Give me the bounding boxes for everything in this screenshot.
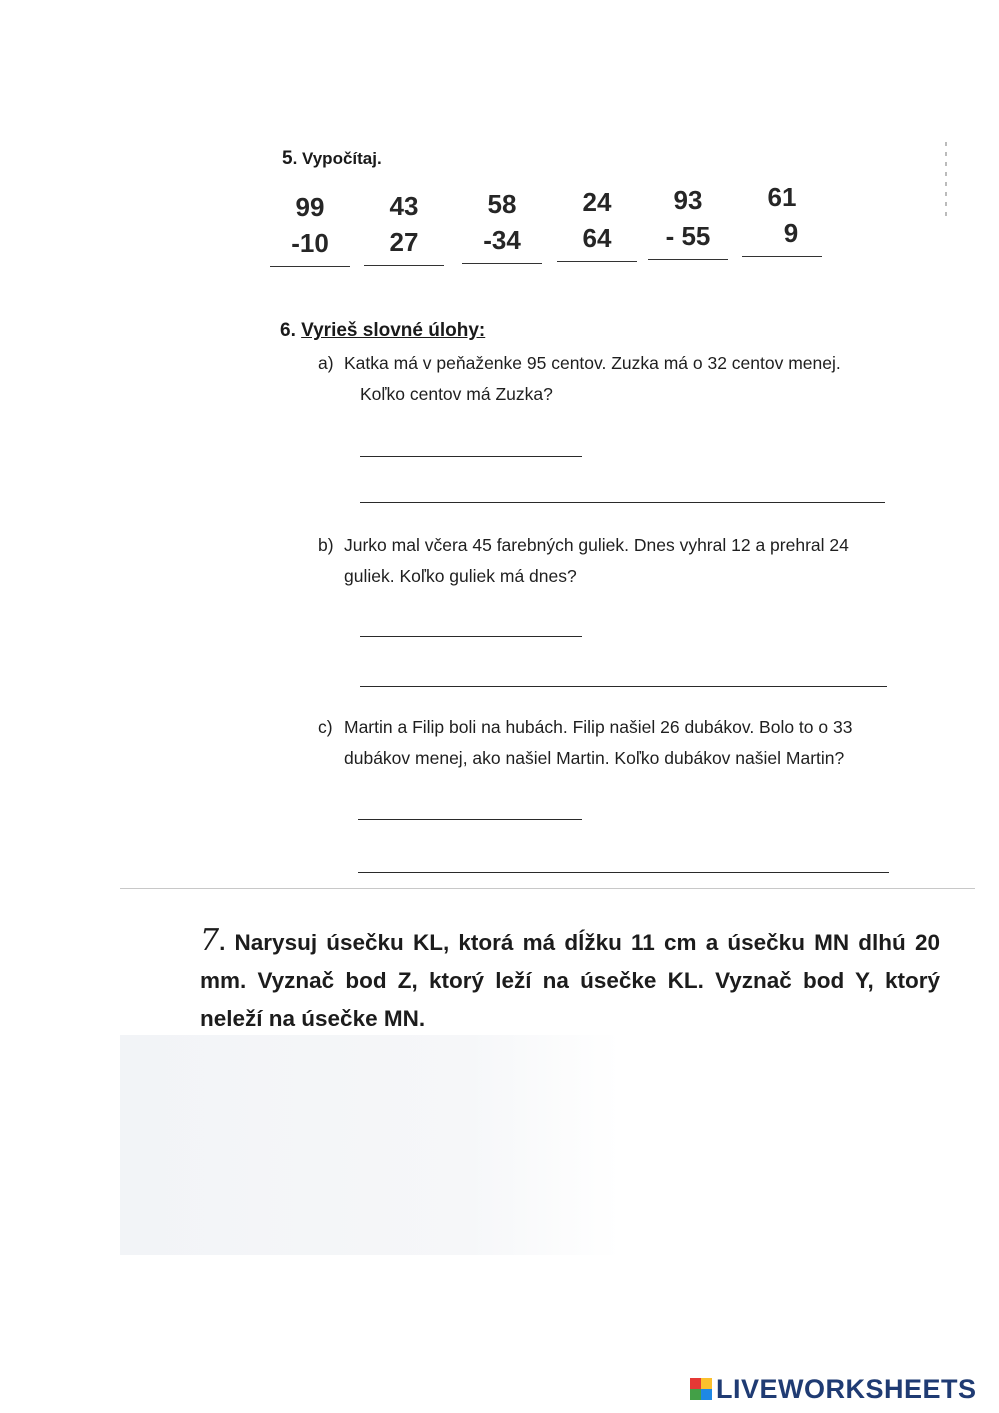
task-letter: b) <box>318 535 334 555</box>
task-text-line-2: dubákov menej, ako našiel Martin. Koľko dubákov našiel Martin? <box>344 748 845 768</box>
subtraction-problem-4 <box>557 187 637 262</box>
subtraction-problem-2 <box>364 191 444 266</box>
problem-subtrahend: 27 <box>389 227 419 257</box>
problem-subtrahend: 9 <box>783 218 799 248</box>
exercise-6-number: 6. <box>280 320 296 341</box>
problem-answer-line[interactable] <box>364 265 444 266</box>
problem-minuend: 43 <box>389 191 419 221</box>
task-letter: a) <box>318 353 334 373</box>
exercise-5-heading: . Vypočítaj. <box>292 149 382 168</box>
task-text-line-1: Jurko mal včera 45 farebných guliek. Dnes vyhral 12 a prehral 24 <box>344 535 849 555</box>
word-problem-b <box>318 530 898 592</box>
answer-line-long-c[interactable] <box>358 872 889 873</box>
problem-answer-line[interactable] <box>557 261 637 262</box>
problem-subtrahend: -34 <box>483 225 521 255</box>
answer-line-short-c[interactable] <box>358 819 582 820</box>
problem-minuend: 61 <box>767 182 797 212</box>
problem-answer-line[interactable] <box>462 263 542 264</box>
answer-line-short-a[interactable] <box>360 456 582 457</box>
exercise-6-title <box>280 320 485 342</box>
problem-minuend: 99 <box>295 192 325 222</box>
problem-minuend: 58 <box>487 189 517 219</box>
brand-name: LIVEWORKSHEETS <box>716 1373 977 1404</box>
problem-answer-line[interactable] <box>742 256 822 257</box>
faded-background-region <box>120 1035 620 1255</box>
exercise-5-title <box>282 148 382 170</box>
answer-line-short-b[interactable] <box>360 636 582 637</box>
liveworksheets-logo <box>690 1374 977 1404</box>
exercise-5-number: 5 <box>282 148 293 169</box>
task-text-line-1: Martin a Filip boli na hubách. Filip našiel 26 dubákov. Bolo to o 33 <box>344 717 853 737</box>
exercise-7-number: 7 <box>200 923 220 958</box>
answer-line-long-a[interactable] <box>360 502 885 503</box>
exercise-7-text: . Narysuj úsečku KL, ktorá má dĺžku 11 cm a úsečku MN dlhú 20 mm. Vyznač bod Z, ktorý leží na úsečke KL. Vyznač bod Y, ktorý neleží na úsečke MN. <box>200 930 940 1031</box>
problem-minuend: 24 <box>582 187 612 217</box>
scan-margin-mark <box>945 142 947 222</box>
task-text-line-2: guliek. Koľko guliek má dnes? <box>344 566 577 586</box>
problem-subtrahend: 64 <box>582 223 612 253</box>
section-divider <box>120 888 975 889</box>
problem-subtrahend: -10 <box>291 228 329 258</box>
subtraction-problem-3 <box>462 189 542 264</box>
subtraction-problem-6 <box>742 182 822 257</box>
task-letter: c) <box>318 717 333 737</box>
exercise-6-heading: Vyrieš slovné úlohy: <box>301 320 486 341</box>
subtraction-problem-1 <box>270 192 350 267</box>
problem-minuend: 93 <box>673 185 703 215</box>
task-text-line-1: Katka má v peňaženke 95 centov. Zuzka má o 32 centov menej. <box>344 353 841 373</box>
subtraction-problem-5 <box>648 185 728 260</box>
problem-subtrahend: - 55 <box>665 221 711 251</box>
problem-answer-line[interactable] <box>270 266 350 267</box>
word-problem-a <box>318 348 898 410</box>
task-text-line-2: Koľko centov má Zuzka? <box>360 384 553 404</box>
word-problem-c <box>318 712 898 774</box>
problem-answer-line[interactable] <box>648 259 728 260</box>
exercise-7 <box>200 922 940 1038</box>
answer-line-long-b[interactable] <box>360 686 887 687</box>
brand-grid-icon <box>690 1378 712 1400</box>
